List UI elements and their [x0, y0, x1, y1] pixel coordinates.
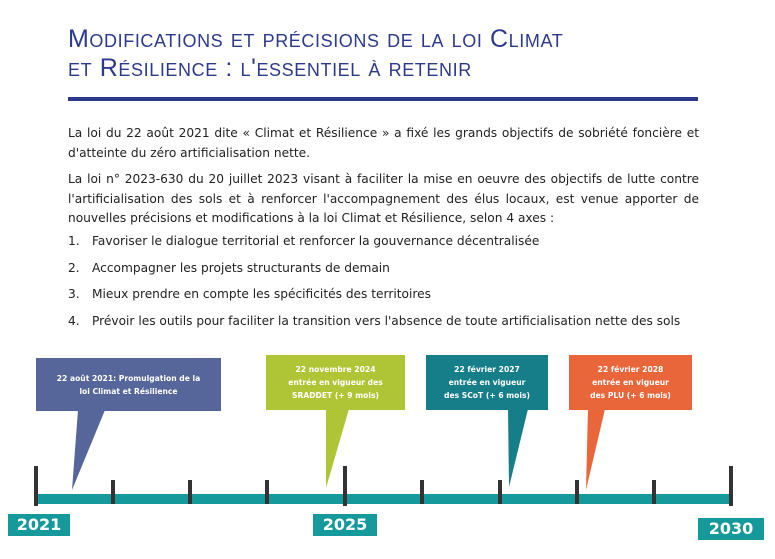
- timeline-tick: [652, 480, 656, 504]
- timeline-tick: [111, 480, 115, 504]
- event-description: entrée en vigueur: [448, 378, 526, 387]
- event-callout-scot: [426, 355, 548, 410]
- event-description: SRADDET (+ 9 mois): [292, 391, 379, 400]
- title-line-2: et Résilience : l'essentiel à retenir: [68, 54, 472, 82]
- list-item-number: 4.: [68, 313, 80, 328]
- event-callout-2021: [36, 358, 221, 411]
- event-date-label: 22 février 2028: [597, 365, 664, 374]
- event-description: entrée en vigueur des: [288, 378, 383, 387]
- event-description: des PLU (+ 6 mois): [590, 391, 671, 400]
- event-date-label: 22 février 2027: [454, 365, 520, 374]
- event-date-label: 22 août 2021: Promulgation de la: [56, 373, 201, 383]
- title-line-1: Modifications et précisions de la loi Climat: [68, 25, 564, 53]
- intro-paragraph: La loi du 22 août 2021 dite « Climat et Résilience » a fixé les grands objectifs de sobriété foncière et d'atteinte du zéro artificialisation nette.: [68, 126, 699, 160]
- timeline-tick: [498, 480, 502, 504]
- event-callout-sraddet: [266, 355, 405, 410]
- timeline-tick: [420, 480, 424, 504]
- year-label-2030: 2030: [698, 518, 764, 540]
- timeline-tick: [265, 480, 269, 504]
- timeline-tick-2025: [343, 466, 347, 506]
- event-callout-plu: [569, 355, 692, 410]
- timeline-bar: [36, 494, 732, 504]
- event-description: entrée en vigueur: [592, 378, 669, 387]
- list-item-number: 2.: [68, 260, 80, 275]
- timeline-tick: [188, 480, 192, 504]
- event-description: des SCoT (+ 6 mois): [444, 391, 530, 400]
- list-item-text: Prévoir les outils pour faciliter la transition vers l'absence de toute artificialisation nette des sols: [92, 313, 681, 328]
- law-2023-paragraph: La loi n° 2023-630 du 20 juillet 2023 visant à faciliter la mise en oeuvre des objectifs de lutte contre l'artificialisation des sols et à renforcer l'accompagnement des élus locaux, est venue apporter de nouvelles précisions et modifications à la loi Climat et Résilience, selon 4 axes :: [68, 172, 699, 225]
- event-description: loi Climat et Résilience: [79, 386, 178, 396]
- year-label-2021: 2021: [8, 514, 70, 536]
- list-item-number: 3.: [68, 287, 80, 301]
- timeline-tick: [575, 480, 579, 504]
- list-item-number: 1.: [68, 234, 80, 248]
- event-date-label: 22 novembre 2024: [295, 365, 376, 374]
- list-item-text: Accompagner les projets structurants de demain: [92, 260, 390, 275]
- list-item-text: Favoriser le dialogue territorial et renforcer la gouvernance décentralisée: [92, 234, 540, 248]
- list-item-text: Mieux prendre en compte les spécificités des territoires: [92, 287, 431, 301]
- timeline-tick-2030: [729, 466, 733, 506]
- timeline-tick-2021: [34, 466, 38, 506]
- year-label-2025: 2025: [313, 514, 377, 536]
